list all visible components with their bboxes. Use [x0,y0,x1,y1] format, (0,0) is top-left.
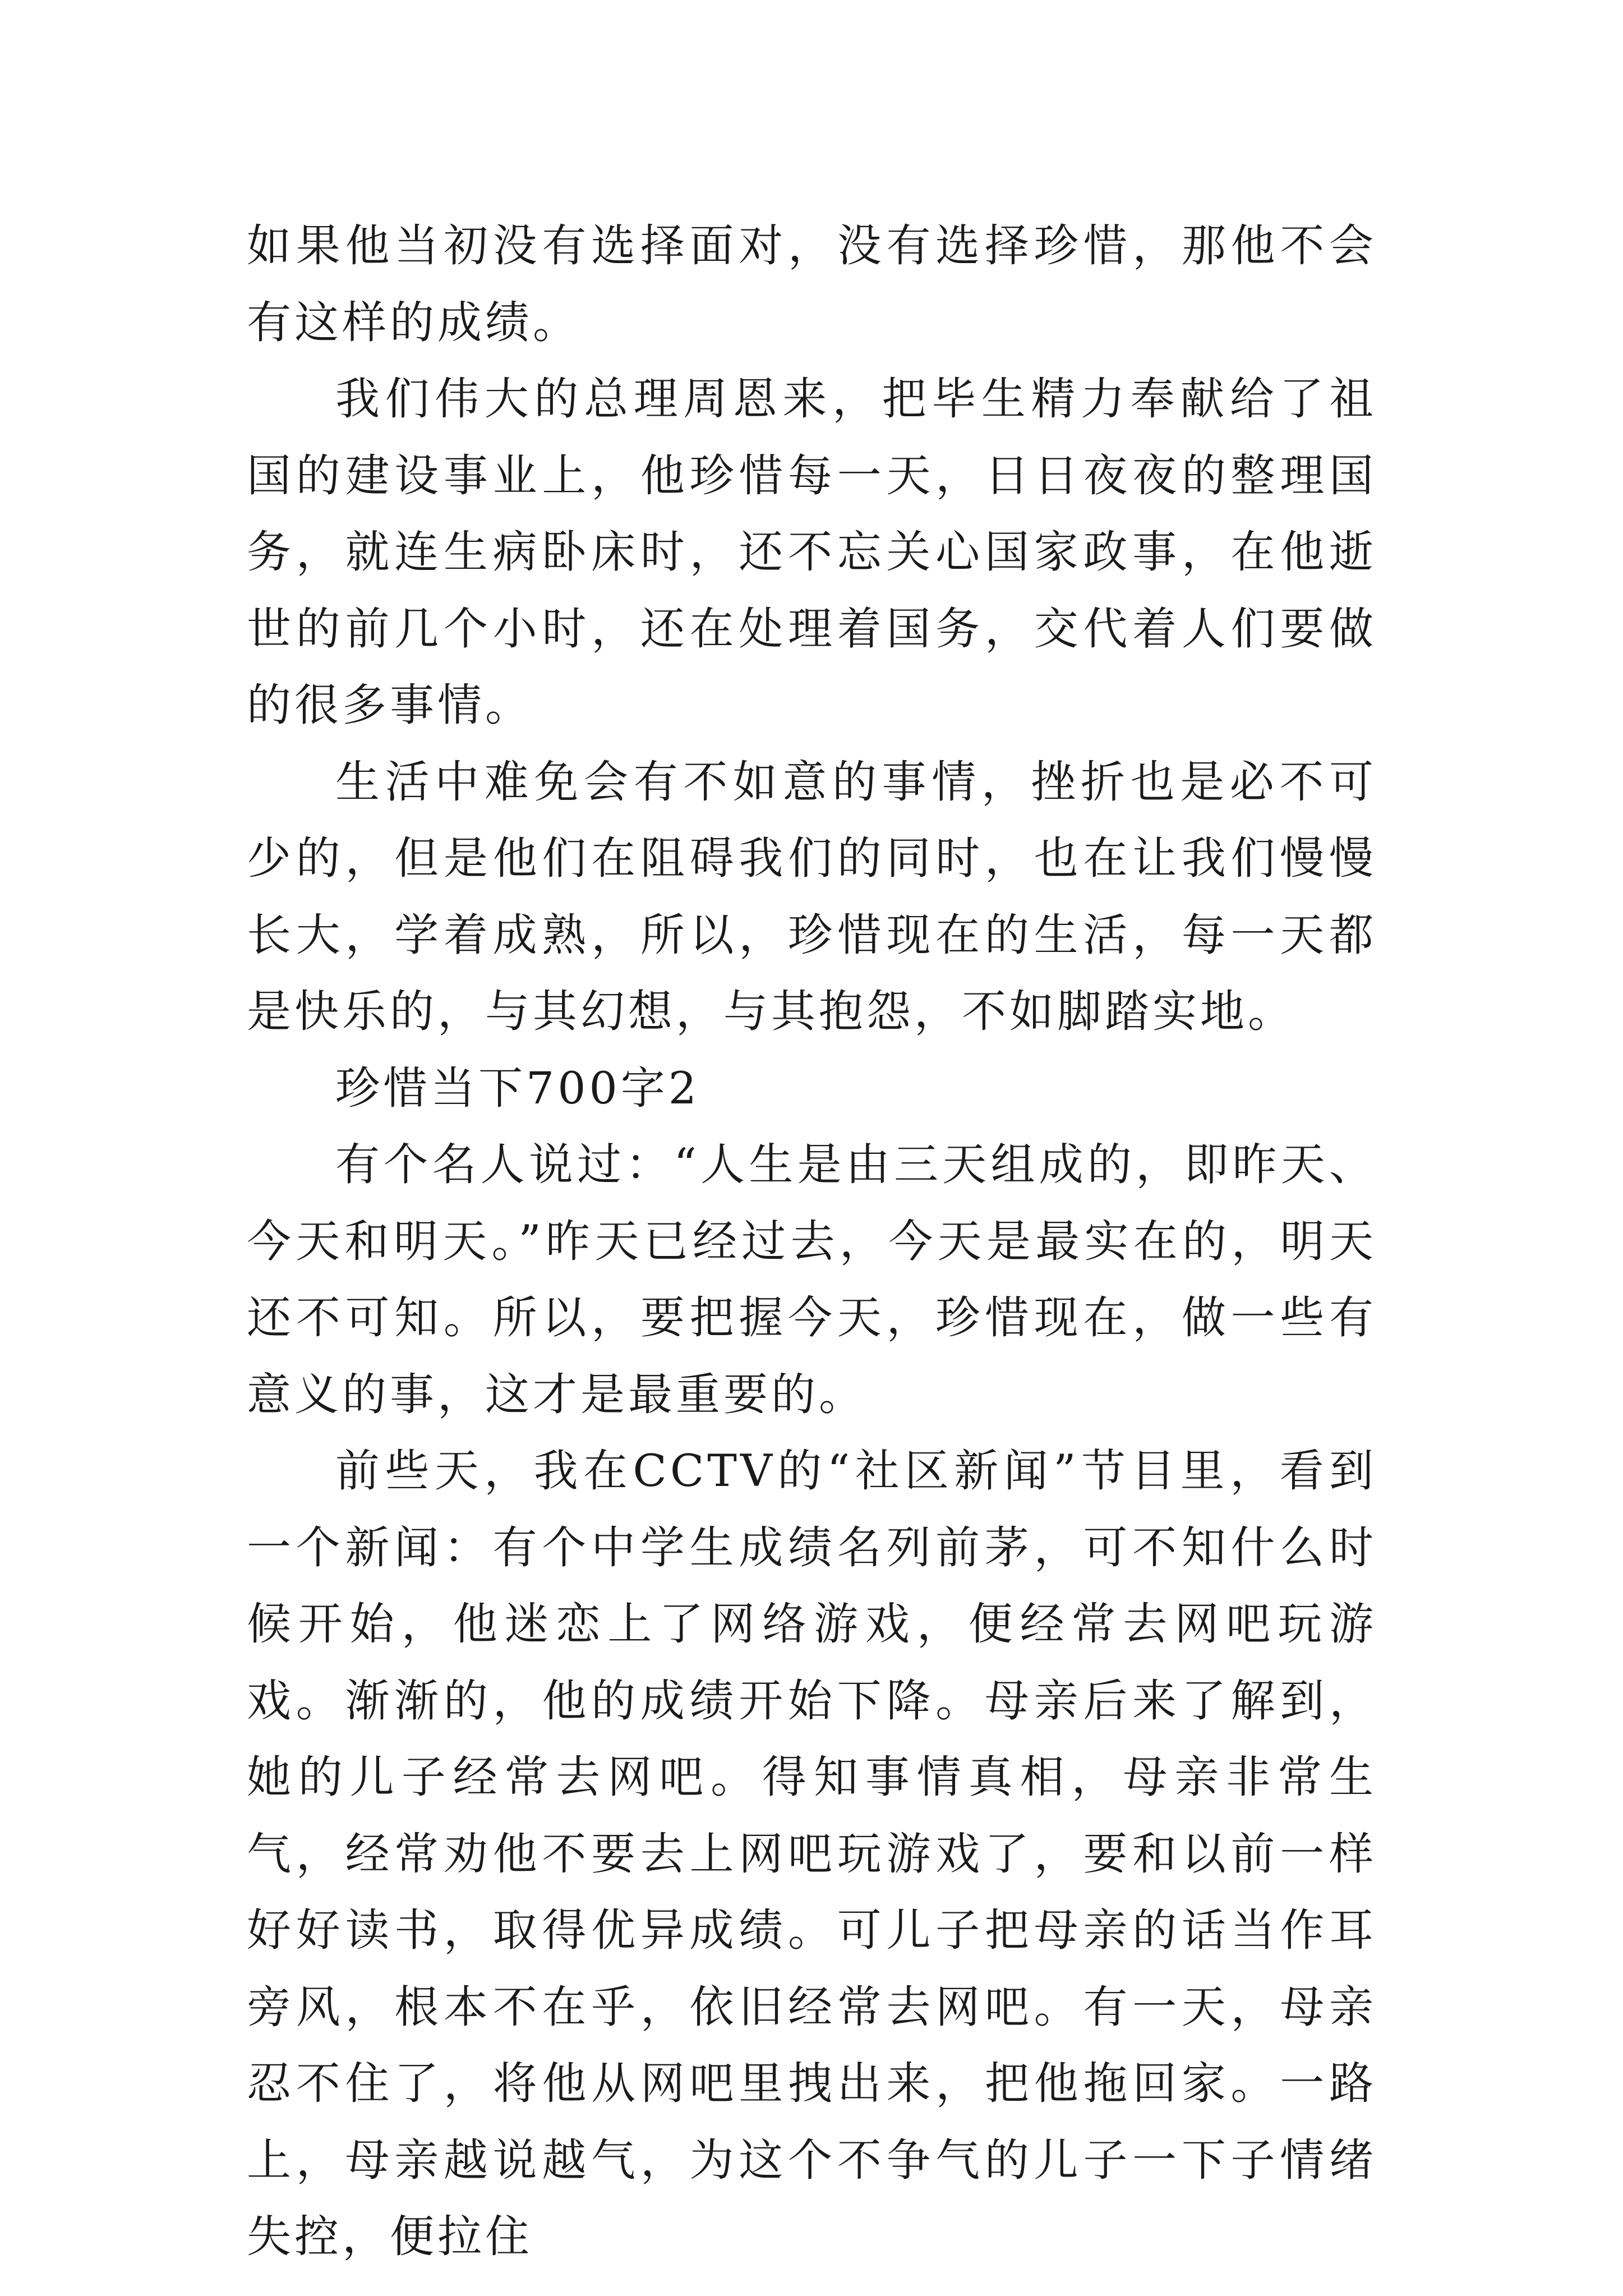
paragraph-5: 前些天，我在CCTV的“社区新闻”节目里，看到一个新闻：有个中学生成绩名列前茅，可不知什么时候开始，他迷恋上了网络游戏，便经常去网吧玩游戏。渐渐的，他的成绩开始下降。母亲后来了解到，她的儿子经常去网吧。得知事情真相，母亲非常生气，经常劝他不要去上网吧玩游戏了，要和以前一样好好读书，取得优异成绩。可儿子把母亲的话当作耳旁风，根本不在乎，依旧经常去网吧。有一天，母亲忍不住了，将他从网吧里拽出来，把他拖回家。一路上，母亲越说越气，为这个不争气的儿子一下子情绪失控，便拉住 [247,1445,1377,2262]
paragraph-1: 如果他当初没有选择面对，没有选择珍惜，那他不会有这样的成绩。 [247,220,1377,348]
paragraph-3: 生活中难免会有不如意的事情，挫折也是必不可少的，但是他们在阻碍我们的同时，也在让我们慢慢长大，学着成熟，所以，珍惜现在的生活，每一天都是快乐的，与其幻想，与其抱怨，不如脚踏实地。 [247,756,1377,1037]
paragraph-2: 我们伟大的总理周恩来，把毕生精力奉献给了祖国的建设事业上，他珍惜每一天，日日夜夜的整理国务，就连生病卧床时，还不忘关心国家政事，在他逝世的前几个小时，还在处理着国务，交代着人们要做的很多事情。 [247,373,1377,731]
section-heading: 珍惜当下700字2 [335,1062,700,1114]
paragraph-4: 有个名人说过：“人生是由三天组成的，即昨天、今天和明天。”昨天已经过去，今天是最实在的，明天还不可知。所以，要把握今天，珍惜现在，做一些有意义的事，这才是最重要的。 [247,1139,1377,1420]
document-body [247,208,1377,2275]
